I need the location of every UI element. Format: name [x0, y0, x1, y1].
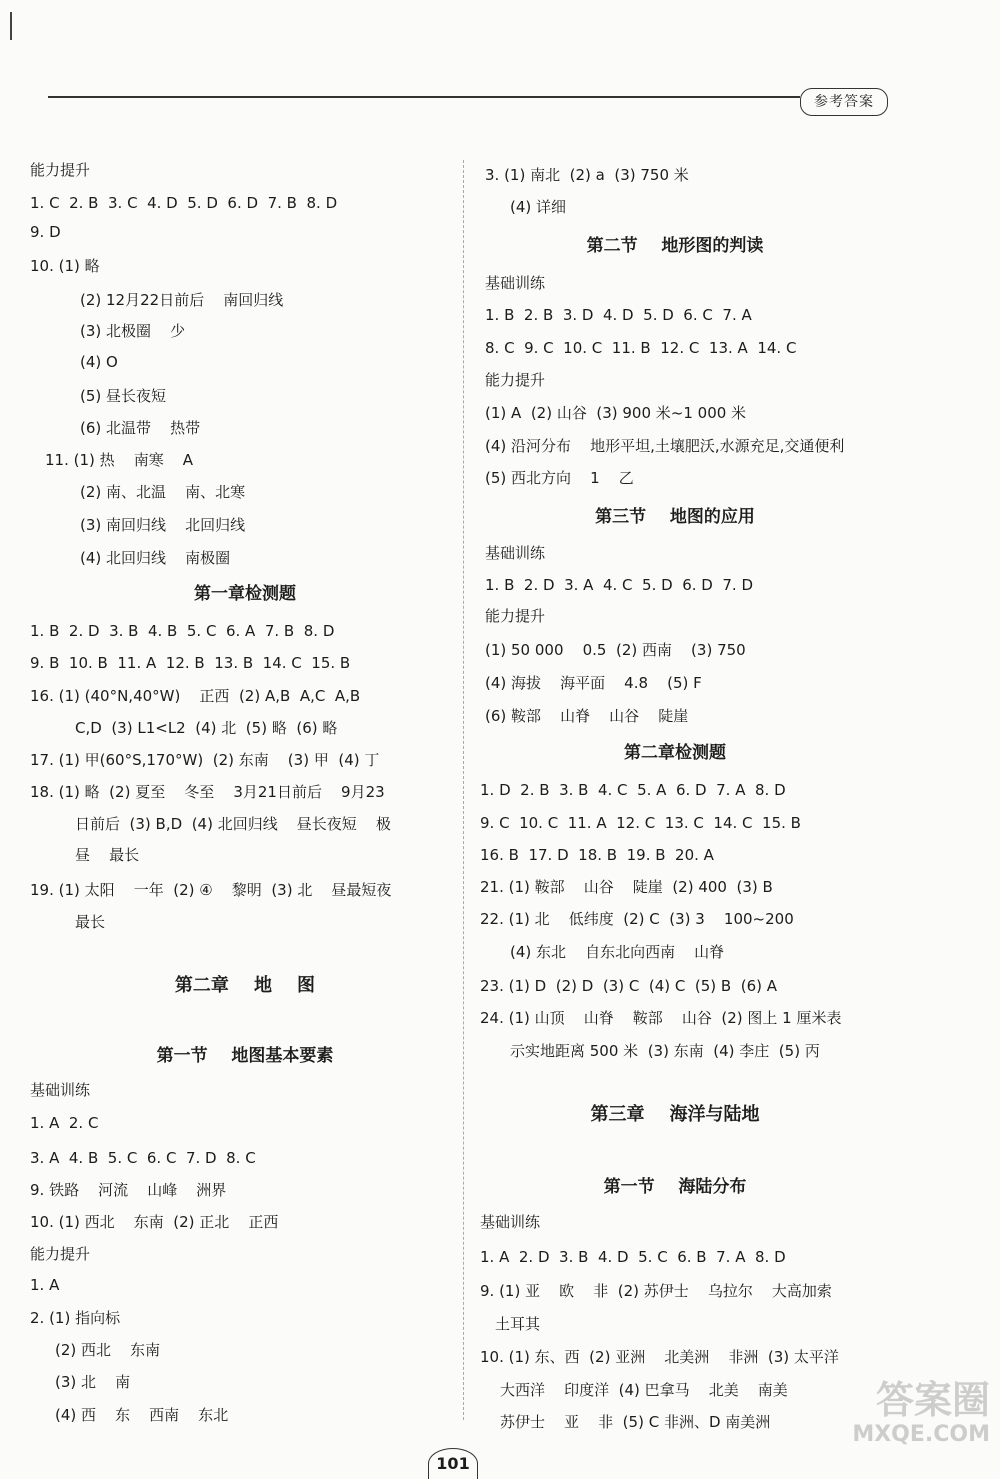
answer-line: 苏伊士 亚 非 (5) C 非洲、D 南美洲	[500, 1413, 771, 1431]
answer-line: 能力提升	[30, 1245, 91, 1263]
section-heading: 第二章检测题	[624, 743, 726, 763]
answer-line: 21. (1) 鞍部 山谷 陡崖 (2) 400 (3) B	[480, 878, 773, 896]
chapter-heading: 第二章 地 图	[174, 975, 316, 996]
column-divider	[463, 160, 464, 1420]
answer-line: 16. B 17. D 18. B 19. B 20. A	[480, 846, 714, 864]
answer-line: (3) 南回归线 北回归线	[80, 516, 246, 534]
watermark	[810, 1378, 990, 1468]
answer-line: 1. A	[30, 1276, 60, 1294]
section-heading: 第一节 地图基本要素	[156, 1046, 334, 1066]
margin-mark	[10, 12, 12, 40]
answer-line: 1. A 2. D 3. B 4. D 5. C 6. B 7. A 8. D	[480, 1248, 786, 1266]
answer-line: (4) 海拔 海平面 4.8 (5) F	[485, 674, 702, 692]
header-tag: 参考答案	[800, 88, 888, 116]
answer-line: 19. (1) 太阳 一年 (2) ④ 黎明 (3) 北 昼最短夜	[30, 881, 392, 899]
answer-line: 9. 铁路 河流 山峰 洲界	[30, 1181, 227, 1199]
chapter-heading: 第三章 海洋与陆地	[590, 1104, 760, 1125]
answer-line: 1. C 2. B 3. C 4. D 5. D 6. D 7. B 8. D	[30, 194, 338, 212]
section-heading: 第二节 地形图的判读	[586, 236, 764, 256]
answer-line: (2) 南、北温 南、北寒	[80, 483, 246, 501]
section-heading: 第一章检测题	[194, 584, 296, 604]
answer-line: 基础训练	[30, 1081, 91, 1099]
answer-line: 示实地距离 500 米 (3) 东南 (4) 李庄 (5) 丙	[510, 1042, 820, 1060]
watermark-main: 答案圈	[875, 1378, 990, 1422]
answer-line: 土耳其	[495, 1315, 541, 1333]
answer-line: 能力提升	[485, 607, 546, 625]
answer-line: (6) 北温带 热带	[80, 419, 201, 437]
answer-line: 10. (1) 西北 东南 (2) 正北 正西	[30, 1213, 279, 1231]
answer-line: 基础训练	[485, 274, 546, 292]
answer-line: 23. (1) D (2) D (3) C (4) C (5) B (6) A	[480, 977, 777, 995]
answer-line: 16. (1) (40°N,40°W) 正西 (2) A,B A,C A,B	[30, 687, 361, 705]
answer-line: 9. D	[30, 223, 61, 241]
answer-line: 17. (1) 甲(60°S,170°W) (2) 东南 (3) 甲 (4) 丁	[30, 751, 380, 769]
answer-line: (4) 沿河分布 地形平坦,土壤肥沃,水源充足,交通便利	[485, 437, 845, 455]
answer-line: 日前后 (3) B,D (4) 北回归线 昼长夜短 极	[75, 815, 391, 833]
answer-line: 22. (1) 北 低纬度 (2) C (3) 3 100~200	[480, 910, 794, 928]
answer-line: (2) 12月22日前后 南回归线	[80, 291, 284, 309]
answer-line: 9. C 10. C 11. A 12. C 13. C 14. C 15. B	[480, 814, 801, 832]
answer-line: 10. (1) 东、西 (2) 亚洲 北美洲 非洲 (3) 太平洋	[480, 1348, 839, 1366]
answer-line: (4) 东北 自东北向西南 山脊	[510, 943, 725, 961]
answer-line: 1. B 2. B 3. D 4. D 5. D 6. C 7. A	[485, 306, 752, 324]
section-heading: 第一节 海陆分布	[603, 1177, 747, 1197]
answer-line: (3) 北 南	[55, 1373, 131, 1391]
answer-line: (2) 西北 东南	[55, 1341, 161, 1359]
page-number: 101	[428, 1448, 478, 1479]
answer-line: 能力提升	[485, 371, 546, 389]
answer-line: 能力提升	[30, 161, 91, 179]
answer-line: 基础训练	[485, 544, 546, 562]
section-heading: 第三节 地图的应用	[595, 507, 755, 527]
answer-line: (4) 北回归线 南极圈	[80, 549, 231, 567]
answer-line: C,D (3) L1<L2 (4) 北 (5) 略 (6) 略	[75, 719, 338, 737]
answer-line: 2. (1) 指向标	[30, 1309, 121, 1327]
answer-line: (3) 北极圈 少	[80, 322, 186, 340]
answer-line: (1) A (2) 山谷 (3) 900 米~1 000 米	[485, 404, 747, 422]
answer-line: 9. B 10. B 11. A 12. B 13. B 14. C 15. B	[30, 654, 351, 672]
answer-line: (5) 西北方向 1 乙	[485, 469, 634, 487]
header-rule	[48, 96, 800, 98]
answer-line: (1) 50 000 0.5 (2) 西南 (3) 750	[485, 641, 746, 659]
answer-line: 大西洋 印度洋 (4) 巴拿马 北美 南美	[500, 1381, 788, 1399]
answer-line: 10. (1) 略	[30, 257, 100, 275]
answer-line: 1. A 2. C	[30, 1114, 99, 1132]
answer-line: 基础训练	[480, 1213, 541, 1231]
answer-line: 8. C 9. C 10. C 11. B 12. C 13. A 14. C	[485, 339, 797, 357]
answer-line: 24. (1) 山顶 山脊 鞍部 山谷 (2) 图上 1 厘米表	[480, 1009, 842, 1027]
answer-line: 3. A 4. B 5. C 6. C 7. D 8. C	[30, 1149, 256, 1167]
watermark-sub: MXQE.COM	[852, 1422, 990, 1447]
answer-line: (5) 昼长夜短	[80, 387, 167, 405]
answer-line: 9. (1) 亚 欧 非 (2) 苏伊士 乌拉尔 大高加索	[480, 1282, 832, 1300]
answer-line: 1. B 2. D 3. B 4. B 5. C 6. A 7. B 8. D	[30, 622, 335, 640]
answer-line: 最长	[75, 913, 106, 931]
answer-line: 18. (1) 略 (2) 夏至 冬至 3月21日前后 9月23	[30, 783, 385, 801]
answer-line: 1. B 2. D 3. A 4. C 5. D 6. D 7. D	[485, 576, 754, 594]
answer-line: (4) 西 东 西南 东北	[55, 1406, 229, 1424]
answer-line: 3. (1) 南北 (2) a (3) 750 米	[485, 166, 689, 184]
answer-line: (4) 详细	[510, 198, 567, 216]
answer-line: 昼 最长	[75, 846, 140, 864]
answer-line: 11. (1) 热 南寒 A	[45, 451, 194, 469]
answer-line: (6) 鞍部 山脊 山谷 陡崖	[485, 707, 689, 725]
answer-line: 1. D 2. B 3. B 4. C 5. A 6. D 7. A 8. D	[480, 781, 786, 799]
answer-line: (4) O	[80, 353, 118, 371]
